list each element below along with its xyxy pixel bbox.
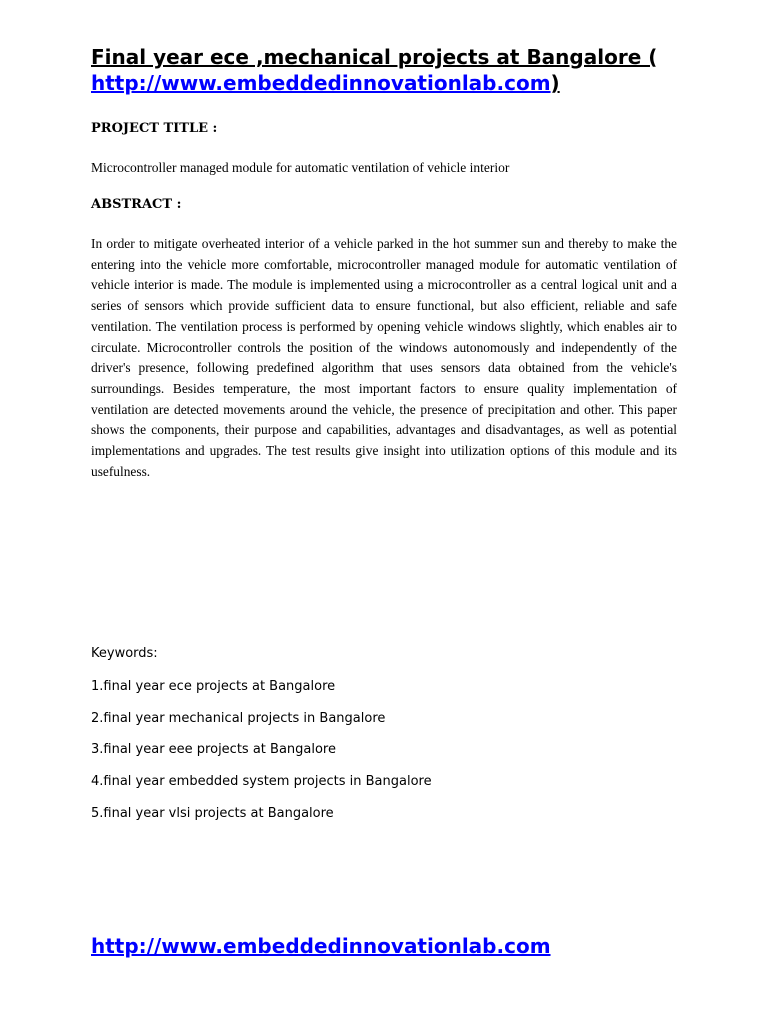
keyword-item: 1.final year ece projects at Bangalore [91,679,336,694]
project-title: Microcontroller managed module for automatic ventilation of vehicle interior [91,160,510,175]
project-title-label: PROJECT TITLE : [91,121,218,136]
keywords-label: Keywords: [91,646,158,661]
title-text: Final year ece ,mechanical projects at Bangalore ( [91,45,658,69]
page-title [91,44,691,96]
footer-link[interactable]: http://www.embeddedinnovationlab.com [91,934,551,958]
keyword-item: 2.final year mechanical projects in Bangalore [91,711,386,726]
keyword-item: 4.final year embedded system projects in Bangalore [91,774,432,789]
title-link[interactable]: http://www.embeddedinnovationlab.com [91,71,551,95]
title-close-paren: ) [550,71,560,95]
abstract-label: ABSTRACT : [91,197,182,212]
abstract-text: In order to mitigate overheated interior of a vehicle parked in the hot summer sun and thereby to make the entering into the vehicle more comfortable, microcontroller managed module for automatic ventilation of vehicle interior is made. The module is implemented using a microcontroller as a central logical unit and a series of sensors which provide sufficient data to ensure functional, but also efficient, reliable and safe ventilation. The ventilation process is performed by opening vehicle windows slightly, which enables air to circulate. Microcontroller controls the position of the windows autonomously and independently of the driver's presence, following predefined algorithm that uses sensors data obtained from the vehicle's surroundings. Besides temperature, the most important factors to ensure quality implementation of ventilation are detected movements around the vehicle, the presence of precipitation and other. This paper shows the components, their purpose and capabilities, advantages and disadvantages, as well as potential implementations and upgrades. The test results give insight into utilization options of this module and its usefulness. [91,236,677,479]
keyword-item: 5.final year vlsi projects at Bangalore [91,806,334,821]
keyword-item: 3.final year eee projects at Bangalore [91,742,336,757]
